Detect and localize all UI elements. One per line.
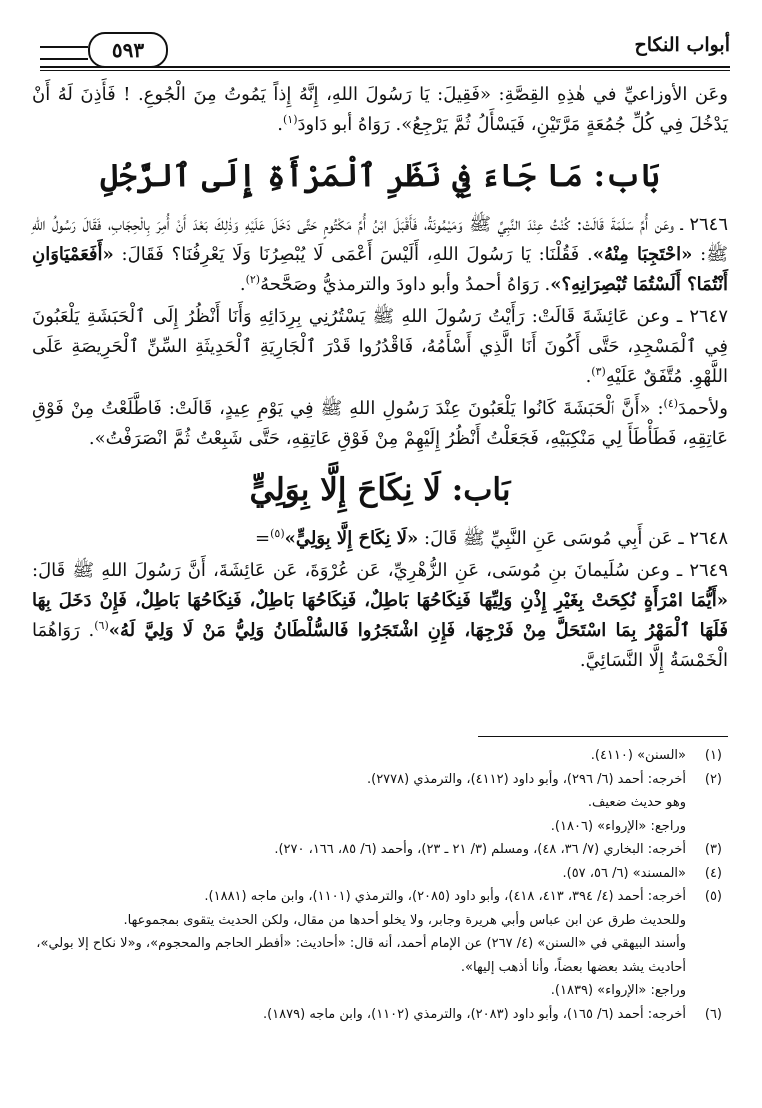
hadith-2647-ahmad xyxy=(32,394,728,454)
footnote xyxy=(36,744,722,768)
hadith-source: . رَوَاهُ أحمدُ وأبو داودَ والترمذيُّ وصَحَّحهُ xyxy=(260,274,551,295)
footnote-line: أخرجه: أحمد (٦/ ٢٩٦)، وأبو داود (٤١١٢)، والترمذي (٢٧٧٨). xyxy=(366,771,686,787)
footnote-line: أخرجه: أحمد (٤/ ٣٩٤، ٤١٣، ٤١٨)، وأبو داود (٢٠٨٥)، والترمذي (١١٠١)، وابن ماجه (١٨٨١). xyxy=(204,889,686,904)
hadith-text: ٢٦٤٧ ـ وعن عَائِشَةَ قَالَتْ: رَأَيْتُ رَسُولَ اللهِ ﷺ يَسْتُرُنِي بِرِدَائِهِ وَأَنَا أَنْظُرُ إِلَى ٱلْحَبَشَةِ يَلْعَبُونَ فِي ٱلْمَسْجِدِ، حَتَّى أَكُونَ أَنَا الَّذِي أَسْأَمُهُ، فَاقْدُرُوا قَدْرَ ٱلْجَارِيَةِ ٱلْحَدِيثَةِ السِّنِّ ٱلْحَرِيصَةِ عَلَى اللَّهْوِ. مُتَّفَقٌ عَلَيْهِ xyxy=(32,306,728,387)
footnote-number: (٢) xyxy=(704,771,722,787)
footnote-ref[interactable]: (٥) xyxy=(270,527,285,540)
header-ornament-lines xyxy=(40,46,88,60)
footnote-line: وراجع: «الإرواء» (١٨٠٦). xyxy=(550,818,686,834)
chapter-heading-guardian: بَاب: لَا نِكَاحَ إِلَّا بِوَلِيٍّ xyxy=(249,472,511,508)
hadith-text: : «أَنَّ ٱلْحَبَشَةَ كَانُوا يَلْعَبُونَ عِنْدَ رَسُولِ اللهِ ﷺ فِي يَوْمِ عِيدٍ، قَالَتْ: فَاطَّلَعْتُ مِنْ فَوْقِ عَاتِقِهِ، فَطَأْطَأَ لِي مَنْكِبَيْهِ، فَجَعَلْتُ أَنْظُرُ إِلَيْهِمْ مِنْ فَوْقِ عَاتِقِهِ، حَتَّى شَبِعْتُ ثُمَّ انْصَرَفْتُ». xyxy=(32,398,728,449)
main-text xyxy=(32,80,728,678)
footnote-separator xyxy=(478,736,728,737)
running-header xyxy=(40,30,730,72)
hadith-2649 xyxy=(32,556,728,676)
footnote-line: أخرجه: أحمد (٦/ ١٦٥)، وأبو داود (٢٠٨٣)، والترمذي (١١٠٢)، وابن ماجه (١٨٧٩). xyxy=(262,1006,686,1022)
hadith-text: . فَقُلْنَا: يَا رَسُولَ اللهِ، أَلَيْسَ أَعْمَى لَا يُبْصِرُنَا وَلَا يَعْرِفُنَا؟ فَقَالَ: xyxy=(113,244,593,265)
chapter-heading-gaze: بَاب: مَا جَاءَ فِي نَظَرِ ٱلْمَرْأَةِ إِلَى ٱلرَّجُلِ xyxy=(100,158,660,194)
hadith-2647 xyxy=(32,302,728,392)
intro-paragraph: وعَن الأوزاعيِّ في هٰذِهِ القِصَّةِ: «فَقِيلَ: يَا رَسُولَ اللهِ، إِنَّهُ إِذاً يَمُوتُ مِنَ الْجُوعِ. ! فَأَذِنَ لَهُ أَنْ يَدْخُلَ فِي كُلِّ جُمُعَةٍ مَرَّتَيْنِ، فَيَسْأَلُ ثُمَّ يَرْجِعُ». رَوَاهُ أبو دَاودَ$^{(١)}$. xyxy=(32,84,728,135)
footnote-number: (٣) xyxy=(704,842,722,857)
hadith-2648 xyxy=(32,524,728,554)
hadith-text: ٢٦٤٩ ـ وعن سُلَيمانَ بنِ مُوسَى، عَنِ الزُّهْرِيِّ، عَن عُرْوَةَ، عَن عَائِشَةَ، أَنَّ رَسُولَ اللهِ ﷺ قَالَ: xyxy=(32,560,728,581)
footnote xyxy=(36,862,722,886)
narration-lead: ولأحمدَ xyxy=(678,398,728,419)
hadith-text: ٢٦٤٨ ـ عَن أَبِي مُوسَى عَنِ النَّبِيِّ ﷺ قَالَ: xyxy=(418,528,728,549)
hadith-quote: «لَا نِكَاحَ إِلَّا بِوَلِيٍّ» xyxy=(284,528,419,549)
footnote-body xyxy=(36,885,686,1003)
header-rule xyxy=(40,66,730,68)
punctuation: . xyxy=(585,366,592,387)
footnote-line: وأسند البيهقي في «السنن» (٤/ ٢٦٧) عن الإمام أحمد، أنه قال: «أحاديث: «أفطر الحاجم والمحجوم»، و«لا نكاح إلا بولي»، أحاديث يشد بعضها بعضاً، وأنا أذهب إليها». xyxy=(36,936,686,975)
hadith-2646 xyxy=(32,210,728,300)
footnote-body xyxy=(36,862,686,886)
hadith-quote: «أَفَعَمْيَاوَانِ أَنْتُمَا؟ أَلَسْتُمَا تُبْصِرَانِهِ؟» xyxy=(32,244,728,295)
intro-text: وعَن الأوزاعيِّ في هٰذِهِ القِصَّةِ: «فَقِيلَ: يَا رَسُولَ اللهِ، إِنَّهُ إِذاً يَمُوتُ مِنَ الْجُوعِ. ! فَأَذِنَ لَهُ أَنْ يَدْخُلَ فِي كُلِّ جُمُعَةٍ مَرَّتَيْنِ، فَيَسْأَلُ ثُمَّ يَرْجِعُ». رَوَاهُ أبو دَاودَ xyxy=(32,84,728,135)
chapter-running-title: أبواب النكاح xyxy=(634,34,730,56)
footnote-ref[interactable]: (٢) xyxy=(245,273,261,286)
footnote-ref[interactable]: (٦) xyxy=(94,619,109,632)
footnote-ref[interactable]: (٣) xyxy=(591,365,606,378)
footnote-line: «المسند» (٦/ ٥٦، ٥٧). xyxy=(562,865,686,881)
footnote xyxy=(36,1003,722,1027)
footnote xyxy=(36,838,722,862)
footnotes xyxy=(36,744,722,1026)
hadith-text: ٢٦٤٦ ـ وعَن أُمِّ سَلَمَةَ قَالَتْ: كُنْتُ عِنْدَ النَّبِيِّ ﷺ وَمَيْمُونَةُ، فَأَقْبَلَ ابْنُ أُمِّ مَكْتُومٍ حَتَّى دَخَلَ عَلَيْهِ وَذٰلِكَ بَعْدَ أَنْ أُمِرَ بِالْحِجَابِ، فَقَالَ رَسُولُ اللهِ ﷺ: xyxy=(32,214,728,265)
header-rule-thin xyxy=(40,70,730,71)
footnote-ref[interactable]: (١) xyxy=(282,113,298,126)
footnote xyxy=(36,768,722,839)
hadith-quote: «احْتَجِبَا مِنْهُ» xyxy=(592,244,693,265)
footnote-line: «السنن» (٤١١٠). xyxy=(590,748,686,763)
footnote-line: وللحديث طرق عن ابن عباس وأبي هريرة وجابر، ولا يخلو أحدها من مقال، ولكن الحديث يتقوى بمجموعها. xyxy=(123,912,686,928)
footnote-body xyxy=(36,1003,686,1027)
footnote-line: أخرجه: البخاري (٧/ ٣٦، ٤٨)، ومسلم (٣/ ٢١ ـ ٢٣)، وأحمد (٦/ ٨٥، ١٦٦، ٢٧٠). xyxy=(274,842,686,857)
footnote-number: (١) xyxy=(704,748,722,763)
footnote-line: وراجع: «الإرواء» (١٨٣٩). xyxy=(550,983,686,998)
hadith-quote: «أَيُّمَا امْرَأَةٍ نُكِحَتْ بِغَيْرِ إِذْنِ وَلِيِّهَا فَنِكَاحُهَا بَاطِلٌ، فَنِكَاحُهَا بَاطِلٌ، فَنِكَاحُهَا بَاطِلٌ، فَإِنْ دَخَلَ بِهَا فَلَهَا ٱلْمَهْرُ بِمَا اسْتَحَلَّ مِنْ فَرْجِهَا، فَإِنِ اشْتَجَرُوا فَالسُّلْطَانُ وَلِيُّ مَنْ لَا وَلِيَّ لَهُ» xyxy=(32,590,728,641)
footnote xyxy=(36,885,722,1003)
footnote-number: (٥) xyxy=(704,889,722,904)
footnote-line: وهو حديث ضعيف. xyxy=(587,795,686,810)
footnote-number: (٤) xyxy=(704,865,722,881)
continuation-mark: = xyxy=(255,528,271,549)
hadith-source: . رَوَاهُمَا الْخَمْسَةُ إِلَّا النَّسَائِيَّ. xyxy=(32,620,728,671)
footnote-body xyxy=(36,768,686,839)
page-number: ٥٩٣ xyxy=(88,32,168,68)
punctuation: . xyxy=(239,274,246,295)
footnote-number: (٦) xyxy=(704,1006,722,1022)
footnote-body xyxy=(36,744,686,768)
footnote-body xyxy=(36,838,686,862)
footnote-ref[interactable]: (٤) xyxy=(663,397,679,410)
